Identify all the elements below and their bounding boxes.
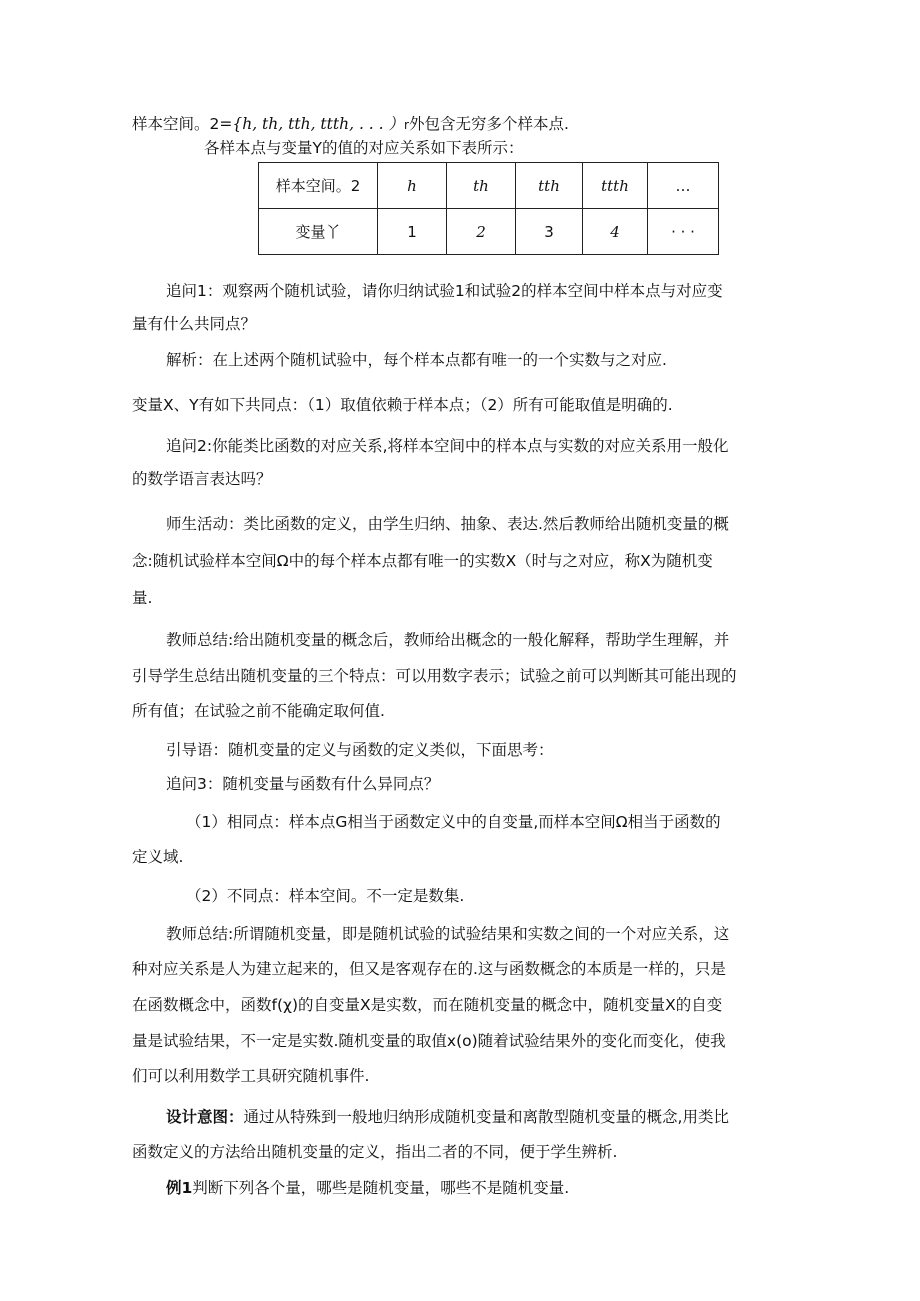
table-cell: 2 xyxy=(447,209,516,255)
example-label: 例1 xyxy=(166,1179,193,1197)
value-table xyxy=(258,162,719,255)
paragraph-line: 在函数概念中，函数f(χ)的自变量X是实数，而在随机变量的概念中，随机变量X的自变 xyxy=(132,996,723,1014)
text-span: 通过从特殊到一般地归纳形成随机变量和离散型随机变量的概念,用类比 xyxy=(243,1108,729,1126)
table-cell: ttth xyxy=(583,163,648,209)
table-cell: h xyxy=(378,163,447,209)
paragraph-line: 追问1：观察两个随机试验，请你归纳试验1和试验2的样本空间中样本点与对应变 xyxy=(166,282,723,300)
paragraph-line: 追问2:你能类比函数的对应关系,将样本空间中的样本点与实数的对应关系用一般化 xyxy=(166,437,729,455)
table-intro: 各样本点与变量Y的值的对应关系如下表所示： xyxy=(204,139,524,157)
paragraph-line: 解析：在上述两个随机试验中，每个样本点都有唯一的一个实数与之对应. xyxy=(166,351,667,369)
example-line xyxy=(166,1176,569,1198)
table-cell: 4 xyxy=(583,209,648,255)
paragraph-line: 的数学语言表达吗？ xyxy=(132,470,272,488)
paragraph-line: 量有什么共同点？ xyxy=(132,315,257,333)
row-header: 样本空间。2 xyxy=(259,163,378,209)
paragraph-line: （1）相同点：样本点G相当于函数定义中的自变量,而样本空间Ω相当于函数的 xyxy=(186,813,721,831)
row-header: 变量丫 xyxy=(259,209,378,255)
table-row xyxy=(259,163,719,209)
paragraph-line: 引导语：随机变量的定义与函数的定义类似，下面思考： xyxy=(166,741,554,759)
table-cell: 3 xyxy=(516,209,583,255)
paragraph-line: 定义域. xyxy=(132,848,184,866)
text-span: r xyxy=(404,118,409,132)
paragraph-line: 变量X、Y有如下共同点：（1）取值依赖于样本点；（2）所有可能取值是明确的. xyxy=(132,396,673,414)
paragraph-line: 函数定义的方法给出随机变量的定义，指出二者的不同，便于学生辨析. xyxy=(132,1143,618,1161)
table-cell: 1 xyxy=(378,209,447,255)
design-intent-label: 设计意图： xyxy=(166,1108,244,1126)
paragraph-line: 师生活动：类比函数的定义，由学生归纳、抽象、表达.然后教师给出随机变量的概 xyxy=(166,515,729,533)
paragraph-line: 种对应关系是人为建立起来的，但又是客观存在的.这与函数概念的本质是一样的，只是 xyxy=(132,960,726,978)
table-cell: tth xyxy=(516,163,583,209)
table-row xyxy=(259,209,719,255)
paragraph-line: 教师总结:所谓随机变量，即是随机试验的试验结果和实数之间的一个对应关系，这 xyxy=(166,925,730,943)
text-span: 外包含无穷多个样本点. xyxy=(408,115,569,133)
sample-space-set: ={h, th, tth, ttth, . . . ） xyxy=(219,115,405,133)
paragraph-line: 量. xyxy=(132,589,153,607)
design-intent-line xyxy=(166,1105,729,1127)
paragraph-line: 教师总结:给出随机变量的概念后，教师给出概念的一般化解释，帮助学生理解，并 xyxy=(166,631,730,649)
text-span: 样本空间。2 xyxy=(132,115,220,133)
paragraph-line: （2）不同点：样本空间。不一定是数集. xyxy=(186,887,465,905)
paragraph-line: 们可以利用数学工具研究随机事件. xyxy=(132,1067,370,1085)
paragraph-line: 引导学生总结出随机变量的三个特点：可以用数字表示；试验之前可以判断其可能出现的 xyxy=(132,667,737,685)
table-cell: th xyxy=(447,163,516,209)
table-cell: … xyxy=(648,163,719,209)
paragraph-line: 念:随机试验样本空间Ω中的每个样本点都有唯一的实数X（时与之对应，称X为随机变 xyxy=(132,552,713,570)
text-span: 判断下列各个量，哪些是随机变量，哪些不是随机变量. xyxy=(192,1179,570,1197)
paragraph-line: 量是试验结果，不一定是实数.随机变量的取值x(o)随着试验结果外的变化而变化，使我 xyxy=(132,1032,726,1050)
paragraph-line: 追问3：随机变量与函数有什么异同点？ xyxy=(166,775,440,793)
table-cell: · · · xyxy=(648,209,719,255)
sample-space-line xyxy=(132,112,569,134)
paragraph-line: 所有值；在试验之前不能确定取何值. xyxy=(132,702,385,720)
